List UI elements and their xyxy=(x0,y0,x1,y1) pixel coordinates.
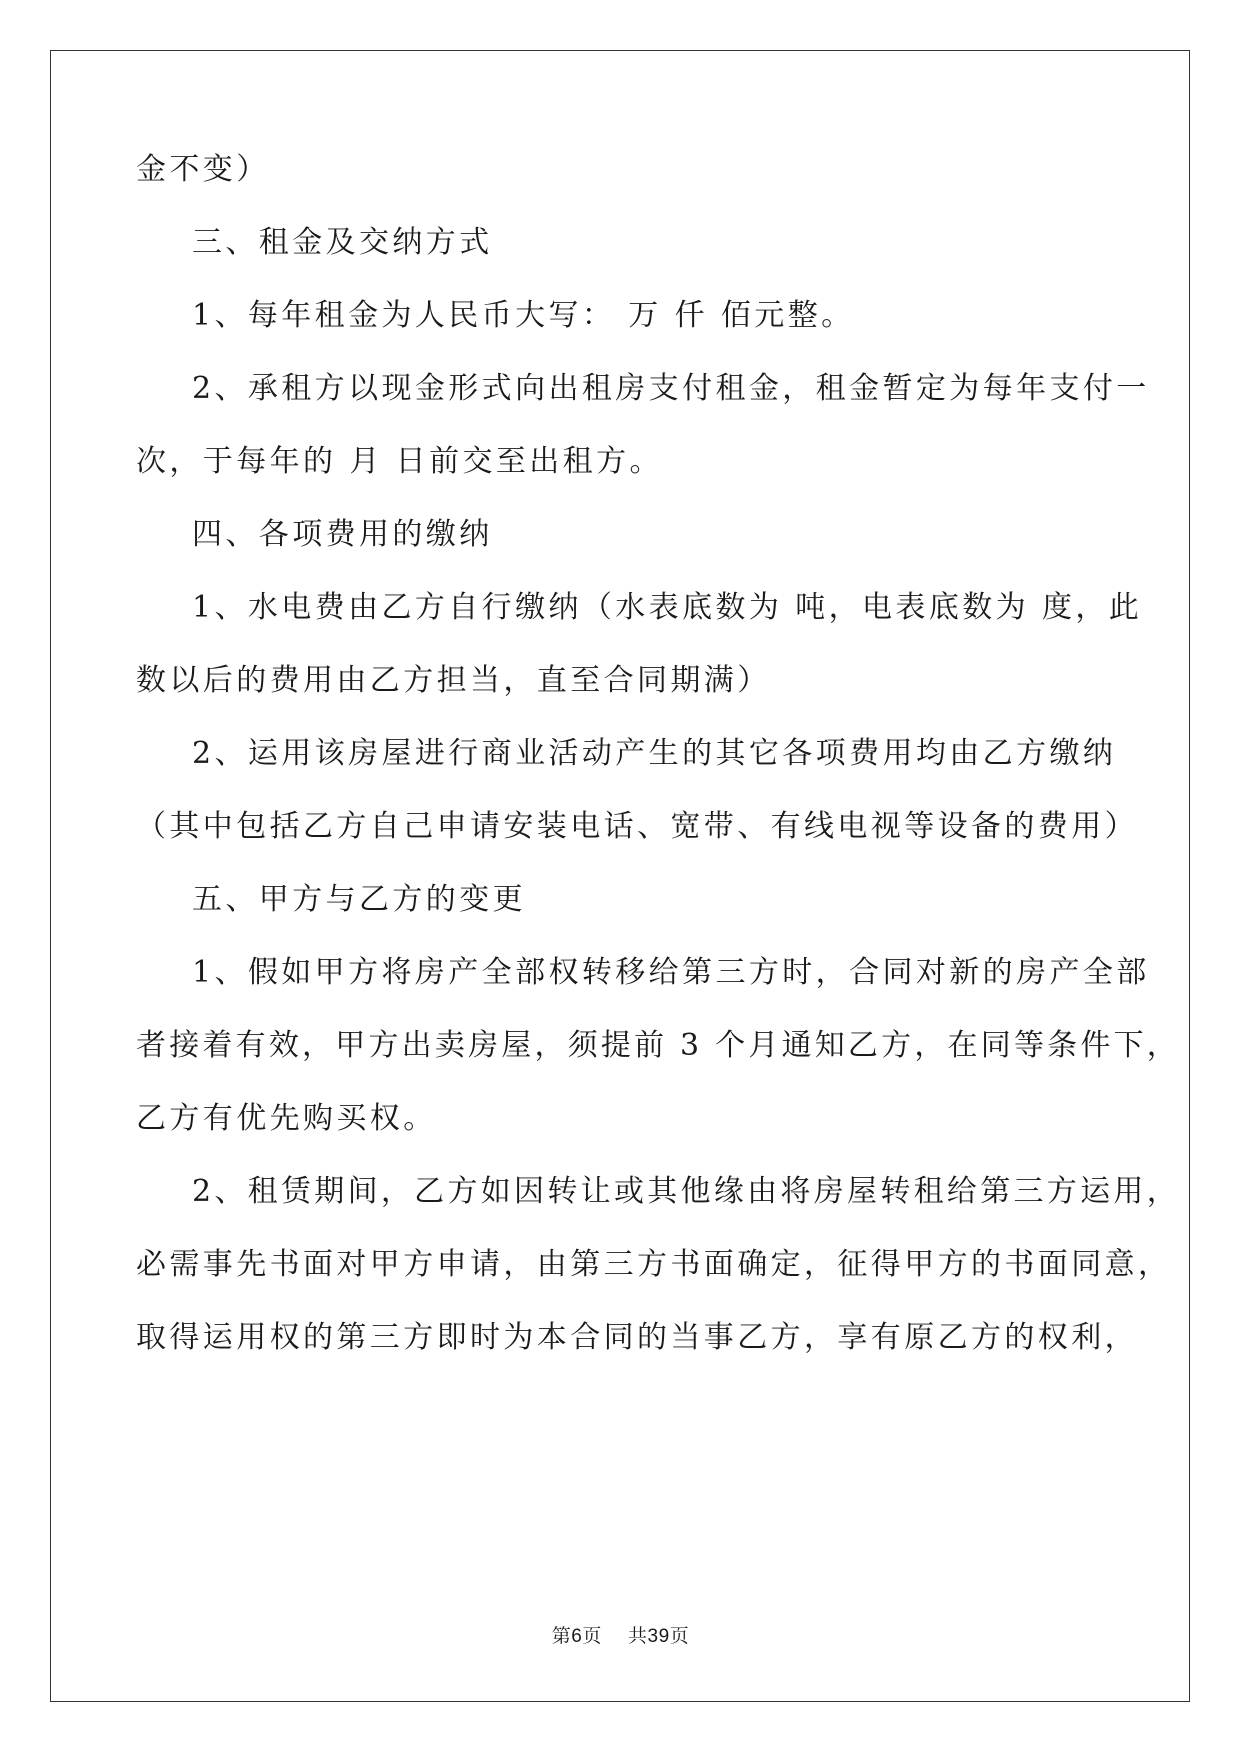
footer-prefix: 第 xyxy=(551,1625,572,1647)
text-line: 五、甲方与乙方的变更 xyxy=(192,882,526,917)
page-footer xyxy=(0,1624,1241,1649)
text-line: 2、租赁期间，乙方如因转让或其他缘由将房屋转租给第三方运用， xyxy=(192,1174,1180,1209)
text-line: 2、承租方以现金形式向出租房支付租金，租金暂定为每年支付一 xyxy=(192,371,1150,406)
footer-suffix: 页 xyxy=(669,1625,690,1647)
text-line: 乙方有优先购买权。 xyxy=(136,1101,437,1136)
text-line: （其中包括乙方自己申请安装电话、宽带、有线电视等设备的费用） xyxy=(136,809,1138,844)
text-line: 数以后的费用由乙方担当，直至合同期满） xyxy=(136,663,771,698)
total-page-count: 39 xyxy=(647,1626,670,1647)
text-line: 取得运用权的第三方即时为本合同的当事乙方，享有原乙方的权利， xyxy=(136,1320,1138,1355)
text-line: 2、运用该房屋进行商业活动产生的其它各项费用均由乙方缴纳 xyxy=(192,736,1117,771)
text-line: 1、每年租金为人民币大写： 万 仟 佰元整。 xyxy=(192,298,855,333)
text-line: 次，于每年的 月 日前交至出租方。 xyxy=(136,444,663,479)
current-page-number: 6 xyxy=(571,1626,583,1647)
text-line: 者接着有效，甲方出卖房屋，须提前 3 个月通知乙方，在同等条件下， xyxy=(136,1028,1180,1063)
footer-middle: 页 共 xyxy=(582,1625,648,1647)
text-line: 金不变） xyxy=(136,152,270,187)
text-line: 1、水电费由乙方自行缴纳（水表底数为 吨，电表底数为 度，此 xyxy=(192,590,1143,625)
text-line: 必需事先书面对甲方申请，由第三方书面确定，征得甲方的书面同意， xyxy=(136,1247,1172,1282)
text-line: 三、租金及交纳方式 xyxy=(192,225,493,260)
text-line: 四、各项费用的缴纳 xyxy=(192,517,493,552)
text-line: 1、假如甲方将房产全部权转移给第三方时，合同对新的房产全部 xyxy=(192,955,1150,990)
